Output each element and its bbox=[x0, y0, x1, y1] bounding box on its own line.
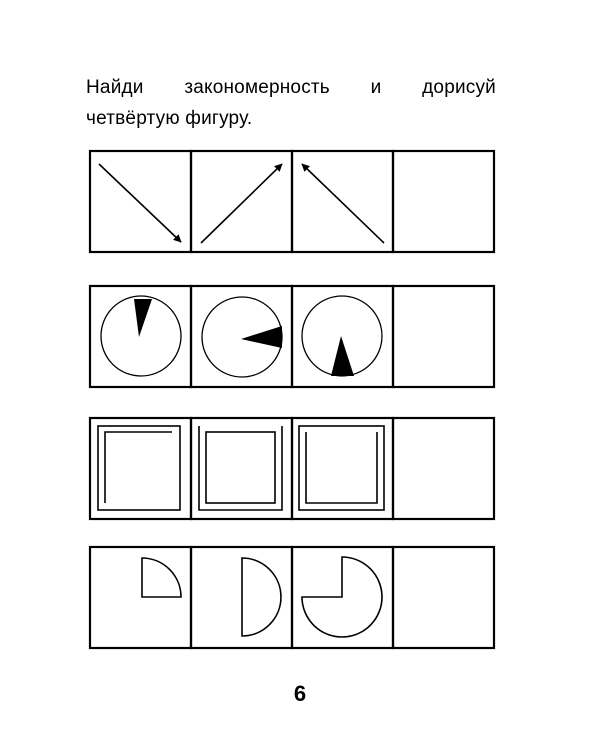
row-2-answer-cell[interactable] bbox=[393, 286, 494, 387]
instruction-line-2: четвёртую фигуру. bbox=[86, 108, 253, 129]
black-sector-right-icon bbox=[241, 326, 282, 348]
row-3-cell-3 bbox=[292, 418, 393, 519]
row-1-cell-2 bbox=[191, 151, 292, 252]
black-sector-down-icon bbox=[331, 336, 354, 376]
frame-1-outer bbox=[98, 426, 180, 510]
growing-circle-row bbox=[90, 547, 494, 648]
black-sector-up-icon bbox=[134, 299, 152, 337]
row-4-answer-cell[interactable] bbox=[393, 547, 494, 648]
half-circle-icon bbox=[242, 558, 281, 636]
page-number: 6 bbox=[293, 681, 307, 706]
arrows-row bbox=[90, 151, 494, 252]
double-frames-row bbox=[90, 418, 494, 519]
frame-3-outer bbox=[299, 426, 384, 510]
frame-1-inner bbox=[105, 432, 172, 503]
arrow-up-right-icon bbox=[201, 164, 282, 243]
instruction-line-1: Найди закономерность и дорисуй bbox=[86, 77, 496, 98]
quarter-circle-icon bbox=[142, 558, 181, 597]
frame-3-inner bbox=[306, 432, 377, 503]
row-3-answer-cell[interactable] bbox=[393, 418, 494, 519]
row-1-answer-cell[interactable] bbox=[393, 151, 494, 252]
arrow-down-right-icon bbox=[99, 164, 181, 242]
arrow-up-left-icon bbox=[302, 164, 384, 243]
frame-2-outer bbox=[199, 426, 282, 510]
three-quarter-circle-icon bbox=[302, 557, 382, 637]
clock-sectors-row bbox=[90, 286, 494, 387]
frame-2-inner bbox=[206, 432, 275, 503]
